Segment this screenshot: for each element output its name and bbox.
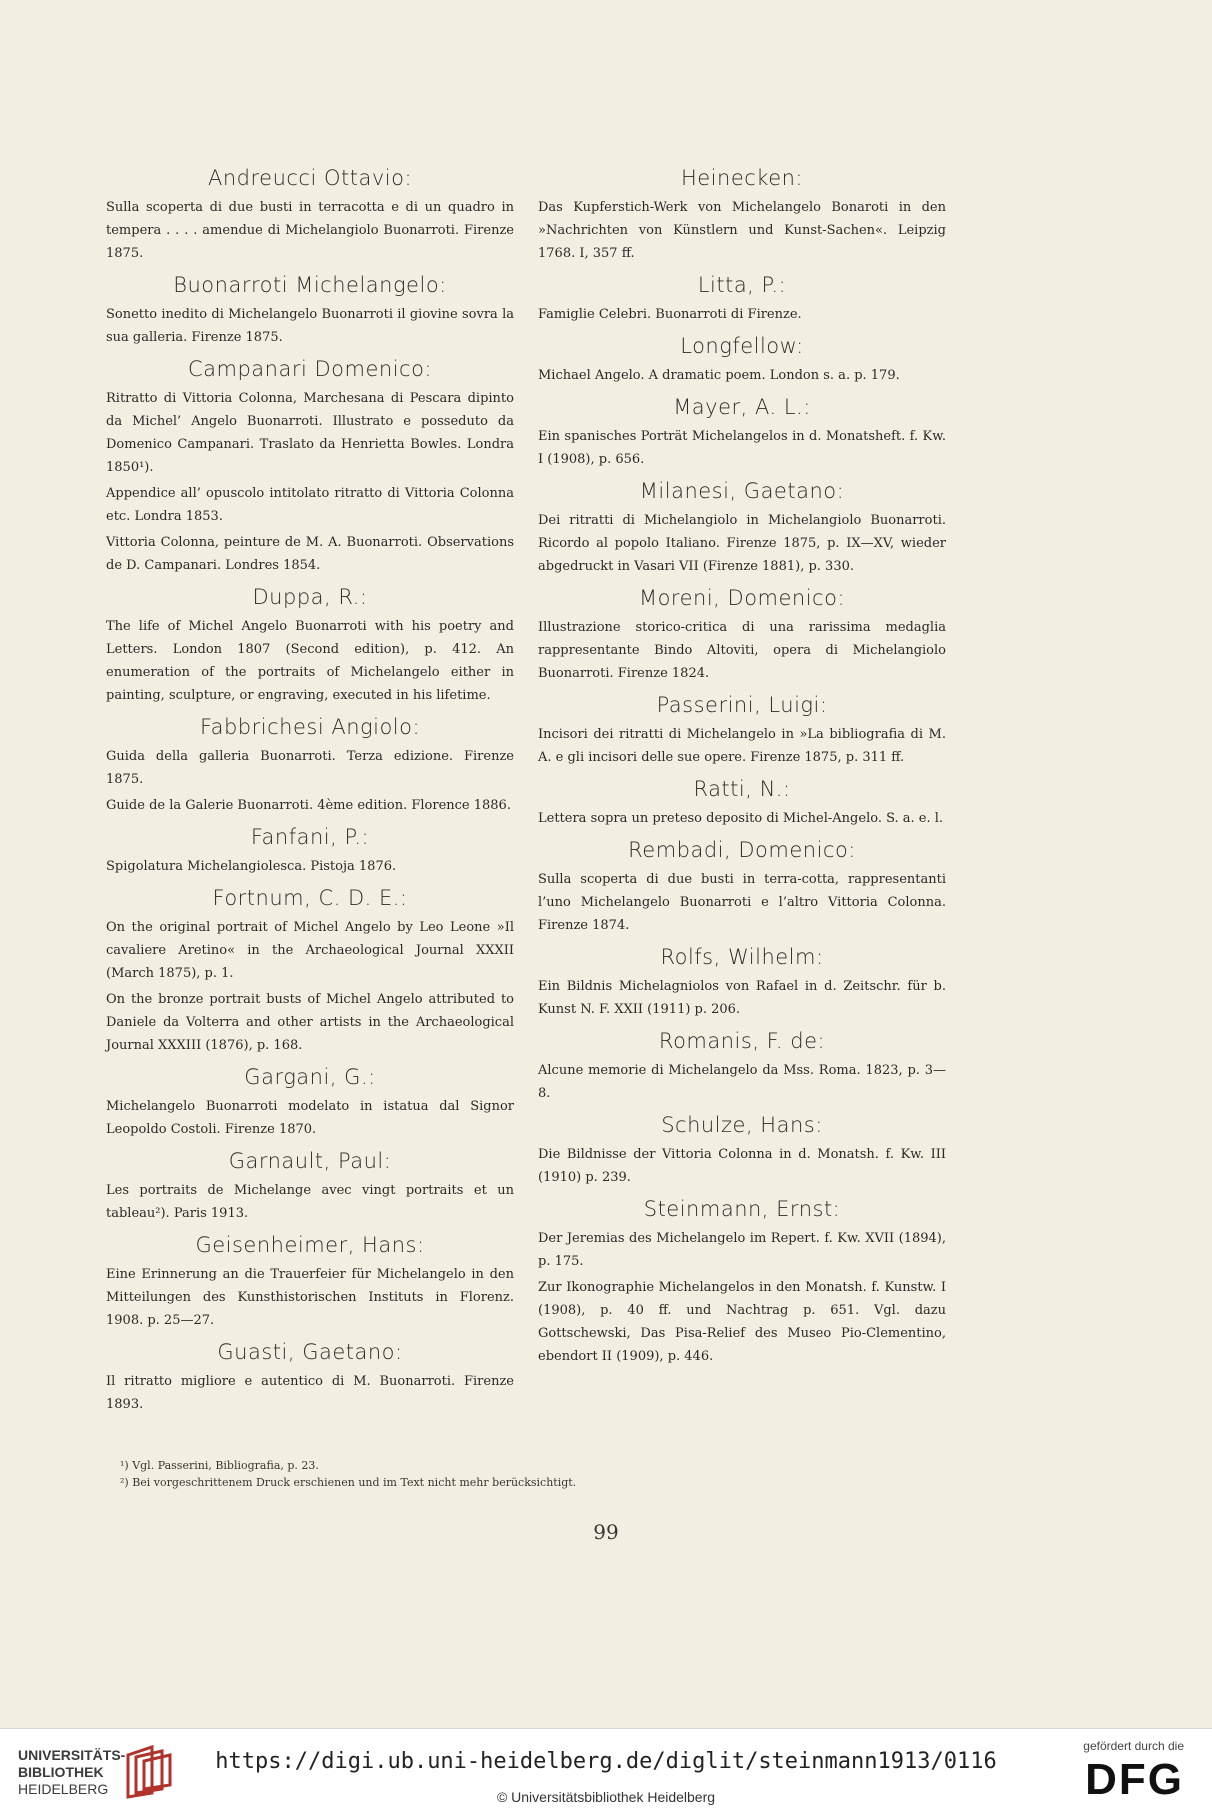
- library-name-line1: UNIVERSITÄTS-: [18, 1747, 126, 1763]
- citation-text: Michael Angelo. A dramatic poem. London s. a. p. 179.: [538, 368, 900, 383]
- footnotes: [120, 1457, 640, 1491]
- citation-text: Il ritratto migliore e autentico di M. Buonarroti. Firenze 1893.: [106, 1374, 514, 1412]
- dfg-logo[interactable]: DFG: [1085, 1755, 1184, 1804]
- author-heading: Fanfani, P.:: [250, 825, 370, 849]
- footnote: ¹) Vgl. Passerini, Bibliografia, p. 23.: [120, 1459, 319, 1472]
- citation-text: Spigolatura Michelangiolesca. Pistoja 1876.: [106, 859, 397, 874]
- author-heading: Buonarroti Michelangelo:: [173, 273, 447, 297]
- bibliography-entry: [538, 777, 946, 830]
- citation-text: Dei ritratti di Michelangiolo in Michelangiolo Buonarroti. Ricordo al popolo Italiano. Firenze 1875, p. IX—XV, wieder abgedruckt in Vasari VII (Firenze 1881), p. 330.: [538, 513, 946, 574]
- bibliography-entry: [106, 166, 514, 265]
- left-column: [106, 166, 514, 1424]
- citation-text: Sulla scoperta di due busti in terracotta e di un quadro in tempera . . . . amendue di Michelangiolo Buonarroti. Firenze 1875.: [106, 200, 514, 261]
- citation-text: Michelangelo Buonarroti modelato in istatua dal Signor Leopoldo Costoli. Firenze 1870.: [106, 1099, 514, 1137]
- bibliography-entry: [538, 273, 946, 326]
- citation-text: Illustrazione storico-critica di una rarissima medaglia rappresentante Bindo Altoviti, opera di Michelangiolo Buonarroti. Firenze 1824.: [538, 620, 946, 681]
- author-heading: Garnault, Paul:: [228, 1149, 392, 1173]
- bibliography-entry: [106, 715, 514, 817]
- citation-text: Ritratto di Vittoria Colonna, Marchesana di Pescara dipinto da Michel’ Angelo Buonarroti. Illustrato e posseduto da Domenico Campanari. Traslato da Henrietta Bowles. Londra 1850¹).: [106, 391, 514, 475]
- page-number: 99: [593, 1520, 619, 1544]
- author-heading: Fortnum, C. D. E.:: [212, 886, 408, 910]
- citation-text: Zur Ikonographie Michelangelos in den Monatsh. f. Kunstw. I (1908), p. 40 ff. und Nachtrag p. 651. Vgl. dazu Gottschewski, Das Pisa-Relief des Museo Pio-Clementino, ebendort II (1909), p. 446.: [538, 1280, 946, 1364]
- right-column: [538, 166, 946, 1376]
- bibliography-entry: [538, 945, 946, 1021]
- library-name-line2: BIBLIOTHEK: [18, 1764, 104, 1780]
- author-heading: Ratti, N.:: [693, 777, 791, 801]
- author-heading: Campanari Domenico:: [187, 357, 433, 381]
- author-heading: Longfellow:: [680, 334, 804, 358]
- bibliography-entry: [106, 825, 514, 878]
- bibliography-entry: [106, 1065, 514, 1141]
- funding-label: gefördert durch die: [1083, 1739, 1184, 1753]
- author-heading: Milanesi, Gaetano:: [639, 479, 845, 503]
- author-heading: Steinmann, Ernst:: [643, 1197, 841, 1221]
- bibliography-entry: [106, 1233, 514, 1332]
- library-name-line3: HEIDELBERG: [18, 1781, 109, 1797]
- author-heading: Heinecken:: [680, 166, 804, 190]
- citation-text: Guide de la Galerie Buonarroti. 4ème edition. Florence 1886.: [106, 798, 511, 813]
- citation-text: Incisori dei ritratti di Michelangelo in »La bibliografia di M. A. e gli incisori delle sue opere. Firenze 1875, p. 311 ff.: [538, 727, 946, 765]
- citation-text: Ein Bildnis Michelagniolos von Rafael in d. Zeitschr. für b. Kunst N. F. XXII (1911) p. 206.: [538, 979, 946, 1017]
- citation-text: Les portraits de Michelange avec vingt portraits et un tableau²). Paris 1913.: [106, 1183, 514, 1221]
- author-heading: Romanis, F. de:: [658, 1029, 826, 1053]
- citation-text: Ein spanisches Porträt Michelangelos in d. Monatsheft. f. Kw. I (1908), p. 656.: [538, 429, 946, 467]
- citation-text: Die Bildnisse der Vittoria Colonna in d. Monatsh. f. Kw. III (1910) p. 239.: [538, 1147, 946, 1185]
- bibliography-entry: [538, 586, 946, 685]
- author-heading: Geisenheimer, Hans:: [195, 1233, 425, 1257]
- bibliography-entry: [106, 1340, 514, 1416]
- author-heading: Guasti, Gaetano:: [217, 1340, 403, 1364]
- bibliography-entry: [538, 1029, 946, 1105]
- citation-text: Der Jeremias des Michelangelo im Repert. f. Kw. XVII (1894), p. 175.: [538, 1231, 946, 1269]
- author-heading: Moreni, Domenico:: [638, 586, 846, 610]
- citation-text: On the bronze portrait busts of Michel Angelo attributed to Daniele da Volterra and other artists in the Archaeological Journal XXXIII (1876), p. 168.: [106, 992, 514, 1053]
- bibliography-entry: [106, 1149, 514, 1225]
- citation-text: Das Kupferstich-Werk von Michelangelo Bonaroti in den »Nachrichten von Künstlern und Kunst-Sachen«. Leipzig 1768. I, 357 ff.: [538, 200, 946, 261]
- author-heading: Mayer, A. L.:: [673, 395, 811, 419]
- author-heading: Rolfs, Wilhelm:: [660, 945, 824, 969]
- author-heading: Duppa, R.:: [252, 585, 368, 609]
- permalink-url[interactable]: https://digi.ub.uni-heidelberg.de/diglit/steinmann1913/0116: [215, 1749, 997, 1774]
- citation-text: The life of Michel Angelo Buonarroti with his poetry and Letters. London 1807 (Second edition), p. 412. An enumeration of the portraits of Michelangelo either in painting, sculpture, or engraving, executed in his lifetime.: [106, 619, 514, 703]
- footnote: ²) Bei vorgeschrittenem Druck erschienen und im Text nicht mehr berücksichtigt.: [120, 1476, 577, 1489]
- viewer-footer: [0, 1728, 1212, 1815]
- bibliography-entry: [538, 166, 946, 265]
- copyright-notice: © Universitätsbibliothek Heidelberg: [496, 1789, 716, 1805]
- author-heading: Andreucci Ottavio:: [207, 166, 413, 190]
- bibliography-entry: [106, 886, 514, 1057]
- citation-text: On the original portrait of Michel Angelo by Leo Leone »Il cavaliere Aretino« in the Archaeological Journal XXXII (March 1875), p. 1.: [106, 920, 514, 981]
- citation-text: Famiglie Celebri. Buonarroti di Firenze.: [538, 307, 802, 322]
- bibliography-entry: [106, 357, 514, 577]
- bibliography-entry: [538, 1197, 946, 1368]
- bibliography-entry: [538, 838, 946, 937]
- citation-text: Alcune memorie di Michelangelo da Mss. Roma. 1823, p. 3—8.: [538, 1063, 946, 1101]
- author-heading: Litta, P.:: [697, 273, 787, 297]
- citation-text: Appendice all’ opuscolo intitolato ritratto di Vittoria Colonna etc. Londra 1853.: [106, 486, 514, 524]
- citation-text: Eine Erinnerung an die Trauerfeier für Michelangelo in den Mitteilungen des Kunsthistorischen Instituts in Florenz. 1908. p. 25—27.: [106, 1267, 514, 1328]
- bibliography-entry: [106, 585, 514, 707]
- author-heading: Fabbrichesi Angiolo:: [199, 715, 421, 739]
- citation-text: Sonetto inedito di Michelangelo Buonarroti il giovine sovra la sua galleria. Firenze 1875.: [106, 307, 514, 345]
- bibliography-entry: [106, 273, 514, 349]
- bibliography-entry: [538, 395, 946, 471]
- citation-text: Lettera sopra un preteso deposito di Michel-Angelo. S. a. e. l.: [538, 811, 944, 826]
- author-heading: Rembadi, Domenico:: [628, 838, 856, 862]
- author-heading: Schulze, Hans:: [661, 1113, 823, 1137]
- bibliography-entry: [538, 334, 946, 387]
- bibliography-entry: [538, 479, 946, 578]
- bibliography-entry: [538, 1113, 946, 1189]
- citation-text: Guida della galleria Buonarroti. Terza edizione. Firenze 1875.: [106, 749, 514, 787]
- citation-text: Vittoria Colonna, peinture de M. A. Buonarroti. Observations de D. Campanari. Londres 1854.: [106, 535, 514, 573]
- bibliography-entry: [538, 693, 946, 769]
- author-heading: Passerini, Luigi:: [656, 693, 828, 717]
- citation-text: Sulla scoperta di due busti in terra-cotta, rappresentanti l’uno Michelangelo Buonarroti e l’altro Vittoria Colonna. Firenze 1874.: [538, 872, 946, 933]
- author-heading: Gargani, G.:: [244, 1065, 376, 1089]
